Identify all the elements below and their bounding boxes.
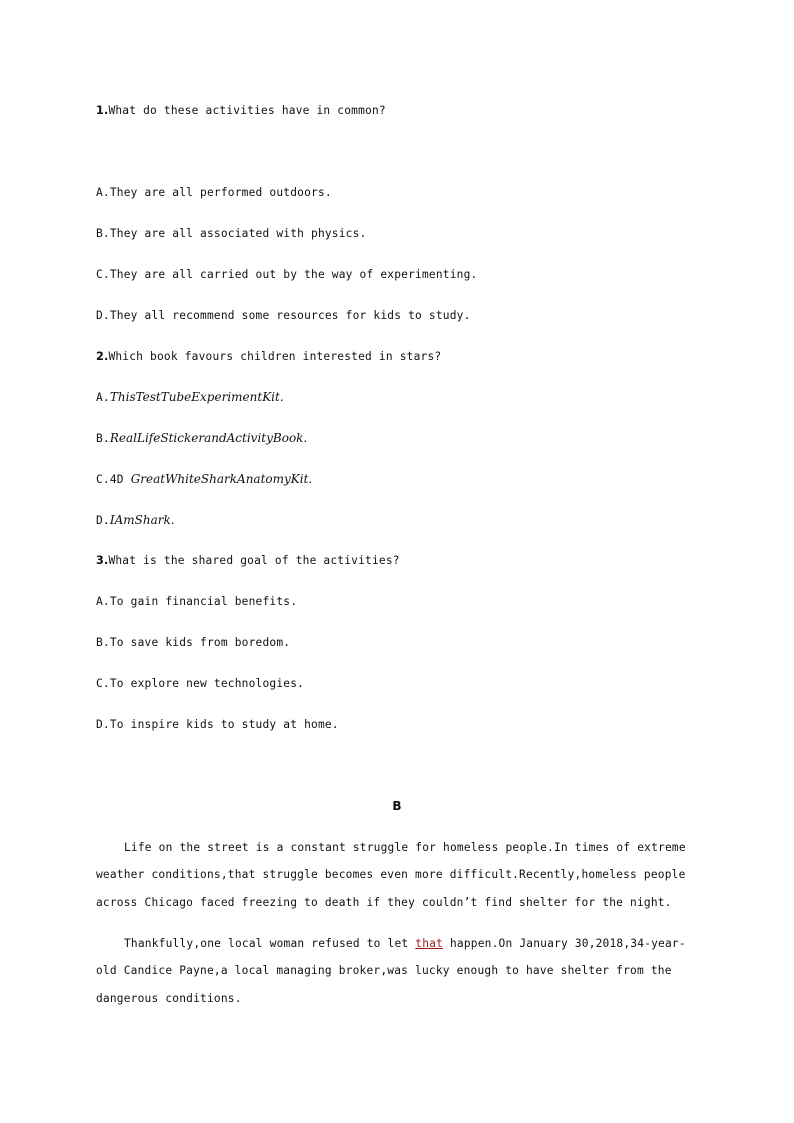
paragraph-2-line-2: old Candice Payne,a local managing broker,was lucky enough to have shelter from the xyxy=(96,964,672,977)
question-number: 3. xyxy=(96,554,109,567)
paragraph-text: happen.On January 30,2018,34-year- xyxy=(443,937,686,950)
option-letter: C. xyxy=(96,268,110,281)
paragraph-2-line-3: dangerous conditions. xyxy=(96,992,242,1005)
book-title: ThisTestTubeExperimentKit. xyxy=(109,390,284,404)
q2-option-c xyxy=(96,471,312,488)
q2-option-a xyxy=(96,389,284,406)
book-title: RealLifeStickerandActivityBook. xyxy=(109,431,308,445)
option-text: They are all carried out by the way of experimenting. xyxy=(109,268,478,281)
option-letter: B. xyxy=(96,227,110,240)
paragraph-1-line-2: weather conditions,that struggle becomes even more difficult.Recently,homeless people xyxy=(96,868,686,881)
question-text: What do these activities have in common? xyxy=(108,104,386,117)
option-text: To gain financial benefits. xyxy=(109,595,298,608)
question-1 xyxy=(96,103,386,119)
option-text: To explore new technologies. xyxy=(109,677,305,690)
question-number: 1. xyxy=(96,104,109,117)
section-title: B xyxy=(392,799,402,813)
option-letter: D. xyxy=(96,514,110,527)
option-text: To save kids from boredom. xyxy=(109,636,291,649)
q1-option-c xyxy=(96,267,477,283)
paragraph-1-line-1: Life on the street is a constant struggle for homeless people.In times of extreme xyxy=(124,841,686,854)
highlighted-word: that xyxy=(415,937,444,950)
question-number: 2. xyxy=(96,350,109,363)
question-2 xyxy=(96,349,441,365)
option-letter: D. xyxy=(96,718,110,731)
option-letter: B. xyxy=(96,432,110,445)
book-title: GreatWhiteSharkAnatomyKit. xyxy=(130,472,313,486)
q3-option-d xyxy=(96,717,339,733)
option-letter: A. xyxy=(96,595,110,608)
paragraph-text: Thankfully,one local woman refused to let xyxy=(124,937,416,950)
option-text: To inspire kids to study at home. xyxy=(109,718,339,731)
option-letter: D. xyxy=(96,309,110,322)
book-title-prefix: 4D xyxy=(109,473,131,486)
question-text: Which book favours children interested in stars? xyxy=(108,350,442,363)
option-text: They all recommend some resources for kids to study. xyxy=(109,309,471,322)
q3-option-c xyxy=(96,676,304,692)
q3-option-a xyxy=(96,594,297,610)
option-letter: A. xyxy=(96,391,110,404)
option-text: They are all associated with physics. xyxy=(109,227,367,240)
q1-option-d xyxy=(96,308,471,324)
option-letter: C. xyxy=(96,677,110,690)
paragraph-1-line-3: across Chicago faced freezing to death if they couldn’t find shelter for the night. xyxy=(96,896,672,909)
option-letter: C. xyxy=(96,473,110,486)
option-text: They are all performed outdoors. xyxy=(109,186,332,199)
question-text: What is the shared goal of the activities? xyxy=(108,554,400,567)
option-letter: A. xyxy=(96,186,110,199)
question-3 xyxy=(96,553,400,569)
book-title: IAmShark. xyxy=(109,513,175,527)
q3-option-b xyxy=(96,635,290,651)
paragraph-2-line-1 xyxy=(124,936,718,952)
q2-option-b xyxy=(96,430,307,447)
option-letter: B. xyxy=(96,636,110,649)
q2-option-d xyxy=(96,512,175,529)
q1-option-b xyxy=(96,226,367,242)
q1-option-a xyxy=(96,185,332,201)
